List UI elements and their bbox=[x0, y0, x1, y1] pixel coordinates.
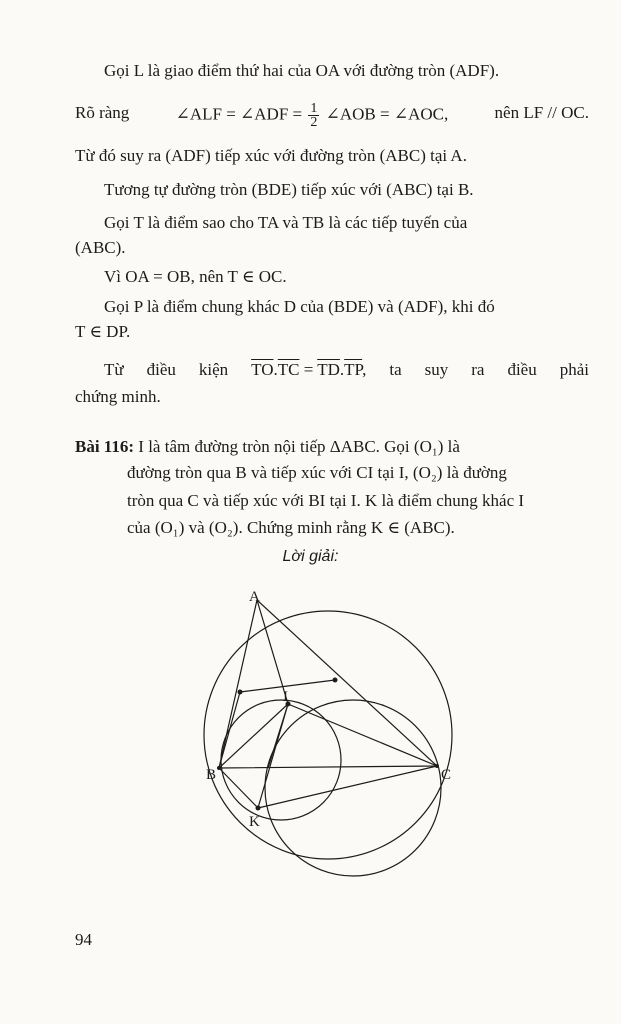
line-ci bbox=[288, 704, 437, 766]
label-a: A bbox=[249, 589, 260, 605]
word-suy: suy bbox=[424, 360, 449, 379]
vector-to: $\overline{TO}$ bbox=[251, 360, 274, 379]
solution-caption: Lời giải: bbox=[282, 548, 339, 565]
label-k: K bbox=[249, 814, 260, 830]
label-b: B bbox=[206, 767, 217, 783]
vector-tc: $\overline{TC}$ bbox=[277, 360, 300, 379]
vector-tp: $\overline{TP}$ bbox=[344, 360, 363, 379]
page-number: 94 bbox=[75, 930, 92, 949]
problem-label: Bài 116: bbox=[75, 437, 135, 456]
triangle-abc bbox=[219, 600, 437, 768]
text-line-6: (ABC). bbox=[75, 238, 126, 257]
word-dieu-2: điều bbox=[507, 360, 537, 379]
point-b bbox=[217, 766, 221, 770]
problem-line-3: tròn qua C và tiếp xúc với BI tại I. K là điểm chung khác I bbox=[127, 491, 525, 510]
text-parallel: nên LF // OC. bbox=[494, 103, 589, 122]
text-line-7: Vì OA = OB, nên T ∈ OC. bbox=[104, 267, 287, 286]
fraction-denominator: 2 bbox=[310, 115, 318, 130]
circumcircle-abc bbox=[204, 611, 452, 859]
eq-part-1: ∠ALF = ∠ADF = bbox=[175, 104, 303, 124]
problem-line-4: của (O₁) và (O₂). Chứng minh rằng K ∈ (ABC). bbox=[127, 518, 455, 537]
text-line-8: Gọi P là điểm chung khác D của (BDE) và (ADF), khi đó bbox=[104, 297, 495, 316]
point-left bbox=[238, 690, 243, 695]
label-c: C bbox=[441, 767, 452, 783]
line-kc bbox=[258, 766, 437, 808]
text-line-5: Gọi T là điểm sao cho TA và TB là các tiếp tuyến của bbox=[104, 213, 468, 232]
text-line-3: Từ đó suy ra (ADF) tiếp xúc với đường tròn (ABC) tại A. bbox=[75, 146, 467, 165]
text-line-9: T ∈ DP. bbox=[75, 322, 131, 341]
word-ta: ta bbox=[389, 360, 402, 379]
text-line-11: chứng minh. bbox=[75, 387, 161, 406]
text-line-4: Tương tự đường tròn (BDE) tiếp xúc với (ABC) tại B. bbox=[104, 180, 474, 199]
circle-o2 bbox=[265, 700, 441, 876]
fraction-numerator: 1 bbox=[310, 101, 318, 116]
word-ra: ra bbox=[471, 360, 485, 379]
problem-line-1: I là tâm đường tròn nội tiếp ΔABC. Gọi (O₁) là bbox=[138, 437, 460, 456]
point-c bbox=[435, 764, 439, 768]
word-dieu: điều bbox=[146, 360, 176, 379]
word-tu: Từ bbox=[104, 360, 124, 379]
point-right bbox=[333, 678, 338, 683]
vector-equation: $\overline{TO}.\overline{TC} = \overline{TD}.\overline{TP}$, bbox=[251, 360, 367, 379]
word-kien: kiện bbox=[198, 360, 229, 379]
text-rora: Rõ ràng bbox=[75, 103, 130, 122]
vector-td: $\overline{TD}$ bbox=[317, 360, 340, 379]
eq-part-2: ∠AOB = ∠AOC, bbox=[325, 104, 449, 124]
problem-line-2: đường tròn qua B và tiếp xúc với CI tại I, (O₂) là đường bbox=[127, 463, 507, 482]
point-k bbox=[256, 806, 261, 811]
label-i: I bbox=[283, 689, 288, 705]
text-line-1: Gọi L là giao điểm thứ hai của OA với đường tròn (ADF). bbox=[104, 61, 500, 80]
word-phai: phải bbox=[559, 360, 589, 379]
segment-left bbox=[219, 692, 240, 768]
